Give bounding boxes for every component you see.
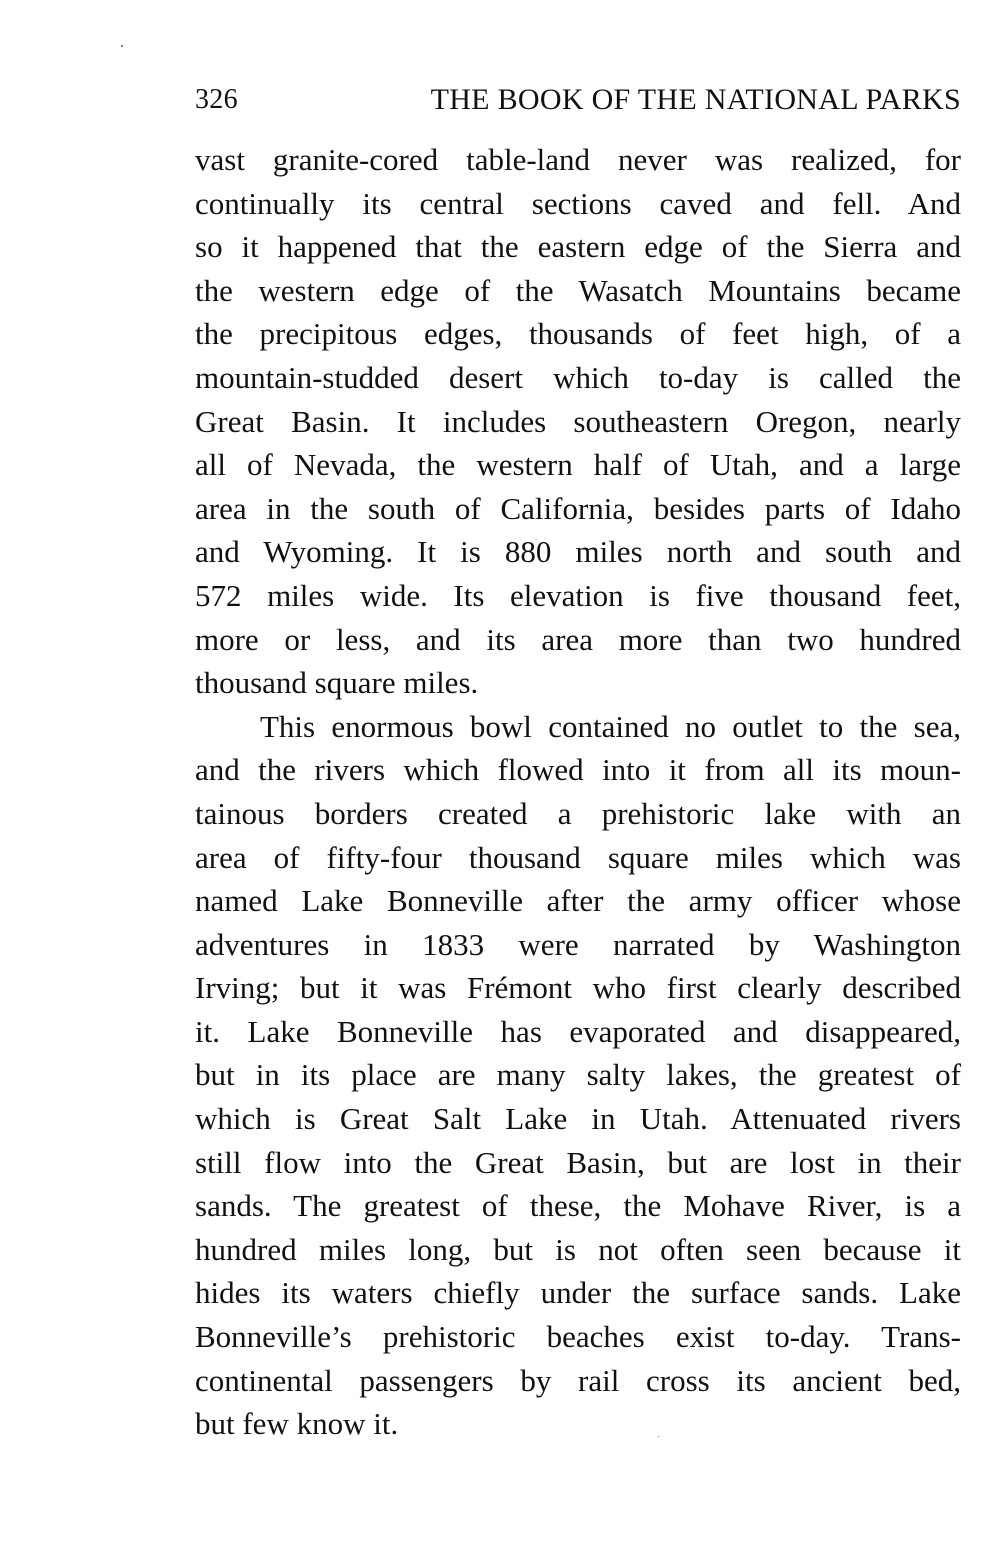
text-line: still flow into the Great Basin, but are lost in their xyxy=(195,1144,961,1180)
text-line: the western edge of the Wasatch Mountains became xyxy=(195,272,961,308)
text-line: but few know it. xyxy=(195,1406,399,1442)
running-header xyxy=(195,78,961,122)
text-line: This enormous bowl contained no outlet to the sea, xyxy=(260,708,961,744)
text-line: continental passengers by rail cross its ancient bed, xyxy=(195,1362,961,1398)
text-line: 572 miles wide. Its elevation is five thousand feet, xyxy=(195,577,961,613)
text-line: all of Nevada, the western half of Utah, and a large xyxy=(195,447,961,483)
text-line: more or less, and its area more than two hundred xyxy=(195,621,961,657)
text-line: sands. The greatest of these, the Mohave River, is a xyxy=(195,1188,961,1224)
text-line: Irving; but it was Frémont who first clearly described xyxy=(195,970,961,1006)
text-line: named Lake Bonneville after the army officer whose xyxy=(195,883,961,919)
text-line: mountain-studded desert which to-day is called the xyxy=(195,359,961,395)
book-page xyxy=(195,78,961,1446)
page-number: 326 xyxy=(195,84,238,115)
text-line: area in the south of California, besides parts of Idaho xyxy=(195,490,961,526)
text-line: so it happened that the eastern edge of the Sierra and xyxy=(195,229,961,265)
text-line: vast granite-cored table-land never was realized, for xyxy=(195,142,961,177)
text-line: Bonneville’s prehistoric beaches exist to-day. Trans- xyxy=(195,1319,961,1355)
text-line: hides its waters chiefly under the surface sands. Lake xyxy=(195,1275,961,1311)
text-line: and Wyoming. It is 880 miles north and south and xyxy=(195,534,961,570)
text-line: Great Basin. It includes southeastern Oregon, nearly xyxy=(195,403,961,439)
text-line: continually its central sections caved and fell. And xyxy=(195,185,961,221)
body-text xyxy=(195,138,961,1446)
text-line: and the rivers which flowed into it from all its moun- xyxy=(195,752,961,788)
text-line: tainous borders created a prehistoric lake with an xyxy=(195,795,961,831)
text-line: thousand square miles. xyxy=(195,665,479,701)
text-line: adventures in 1833 were narrated by Washington xyxy=(195,926,961,962)
text-line: which is Great Salt Lake in Utah. Attenuated rivers xyxy=(195,1101,961,1137)
text-line: the precipitous edges, thousands of feet high, of a xyxy=(195,316,961,352)
text-line: area of fifty-four thousand square miles which was xyxy=(195,839,961,875)
text-line: hundred miles long, but is not often seen because it xyxy=(195,1231,961,1267)
text-line: but in its place are many salty lakes, the greatest of xyxy=(195,1057,961,1093)
text-line: it. Lake Bonneville has evaporated and disappeared, xyxy=(195,1013,961,1049)
scan-speck xyxy=(121,45,123,47)
running-title: THE BOOK OF THE NATIONAL PARKS xyxy=(430,83,961,116)
